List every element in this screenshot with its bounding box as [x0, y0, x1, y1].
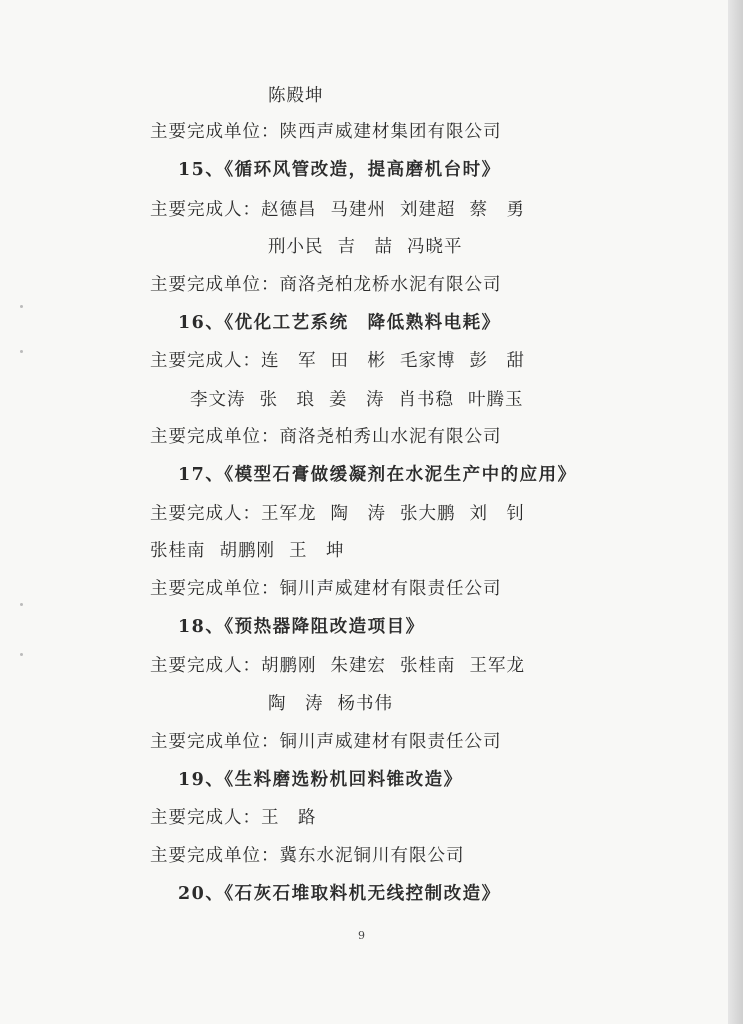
unit-label: 主要完成单位：: [150, 275, 280, 295]
page-number: 9: [358, 929, 365, 942]
project-title: [178, 464, 577, 486]
unit-value: 商洛尧柏秀山水泥有限公司: [279, 427, 502, 447]
binding-hole-mark: [20, 350, 23, 353]
persons-line: [150, 199, 525, 221]
binding-hole-mark: [20, 305, 23, 308]
person-name: 连 军: [261, 351, 317, 371]
name-line: [268, 236, 463, 258]
unit-label: 主要完成单位：: [150, 846, 280, 866]
person-name: 田 彬: [330, 351, 386, 371]
name-line: [150, 540, 345, 562]
binding-hole-mark: [20, 603, 23, 606]
project-title: [178, 159, 501, 181]
person-name: 吉 喆: [337, 237, 393, 257]
person-name: 刘 钊: [469, 504, 525, 524]
persons-label: 主要完成人：: [150, 656, 261, 676]
person-name: 陈殿坤: [268, 86, 324, 106]
unit-label: 主要完成单位：: [150, 732, 280, 752]
unit-value: 冀东水泥铜川有限公司: [279, 846, 465, 866]
persons-label: 主要完成人：: [150, 351, 261, 371]
person-name: 刘建超: [400, 200, 456, 220]
project-title: [178, 883, 501, 905]
person-name: 王军龙: [469, 656, 525, 676]
person-name: 张桂南: [400, 656, 456, 676]
person-name: 彭 甜: [469, 351, 525, 371]
unit-label: 主要完成单位：: [150, 579, 280, 599]
person-name: 肖书稳: [398, 390, 454, 410]
person-name: 陶 涛: [268, 694, 324, 714]
person-name: 张桂南: [150, 541, 206, 561]
project-title-text: 18、《预热器降阻改造项目》: [178, 617, 425, 637]
persons-label: 主要完成人：: [150, 200, 261, 220]
project-title-text: 20、《石灰石堆取料机无线控制改造》: [178, 884, 501, 904]
person-name: 刑小民: [268, 237, 324, 257]
persons-line: [150, 350, 525, 372]
person-name: 马建州: [330, 200, 386, 220]
person-name: 毛家博: [400, 351, 456, 371]
persons-label: 主要完成人：: [150, 504, 261, 524]
persons-line: [150, 655, 525, 677]
person-name: 王 坤: [289, 541, 345, 561]
person-name: 胡鹏刚: [219, 541, 275, 561]
person-name: 胡鹏刚: [261, 656, 317, 676]
persons-label: 主要完成人：: [150, 808, 261, 828]
person-name: 朱建宏: [330, 656, 386, 676]
name-line: [268, 85, 324, 107]
scan-edge: [728, 0, 743, 1024]
project-title-text: 15、《循环风管改造，提高磨机台时》: [178, 160, 501, 180]
project-title: [178, 769, 463, 791]
unit-line: [150, 578, 502, 600]
person-name: 蔡 勇: [469, 200, 525, 220]
unit-value: 铜川声威建材有限责任公司: [279, 579, 502, 599]
person-name: 王 路: [261, 808, 317, 828]
unit-label: 主要完成单位：: [150, 122, 280, 142]
person-name: 赵德昌: [261, 200, 317, 220]
unit-value: 铜川声威建材有限责任公司: [279, 732, 502, 752]
person-name: 王军龙: [261, 504, 317, 524]
person-name: 杨书伟: [337, 694, 393, 714]
unit-line: [150, 121, 502, 143]
unit-line: [150, 731, 502, 753]
person-name: 张大鹏: [400, 504, 456, 524]
project-title-text: 19、《生料磨选粉机回料锥改造》: [178, 770, 463, 790]
person-name: 陶 涛: [330, 504, 386, 524]
person-name: 张 琅: [259, 390, 315, 410]
unit-line: [150, 274, 502, 296]
name-line: [268, 693, 393, 715]
person-name: 冯晓平: [407, 237, 463, 257]
binding-hole-mark: [20, 653, 23, 656]
unit-value: 陕西声威建材集团有限公司: [279, 122, 502, 142]
person-name: 姜 涛: [329, 390, 385, 410]
persons-line: [150, 807, 317, 829]
unit-line: [150, 845, 465, 867]
project-title-text: 16、《优化工艺系统 降低熟料电耗》: [178, 313, 501, 333]
project-title: [178, 312, 501, 334]
project-title: [178, 616, 425, 638]
person-name: 叶腾玉: [468, 390, 524, 410]
unit-label: 主要完成单位：: [150, 427, 280, 447]
unit-line: [150, 426, 502, 448]
person-name: 李文涛: [190, 390, 246, 410]
persons-line: [150, 503, 525, 525]
unit-value: 商洛尧柏龙桥水泥有限公司: [279, 275, 502, 295]
name-line: [190, 389, 524, 411]
project-title-text: 17、《模型石膏做缓凝剂在水泥生产中的应用》: [178, 465, 577, 485]
